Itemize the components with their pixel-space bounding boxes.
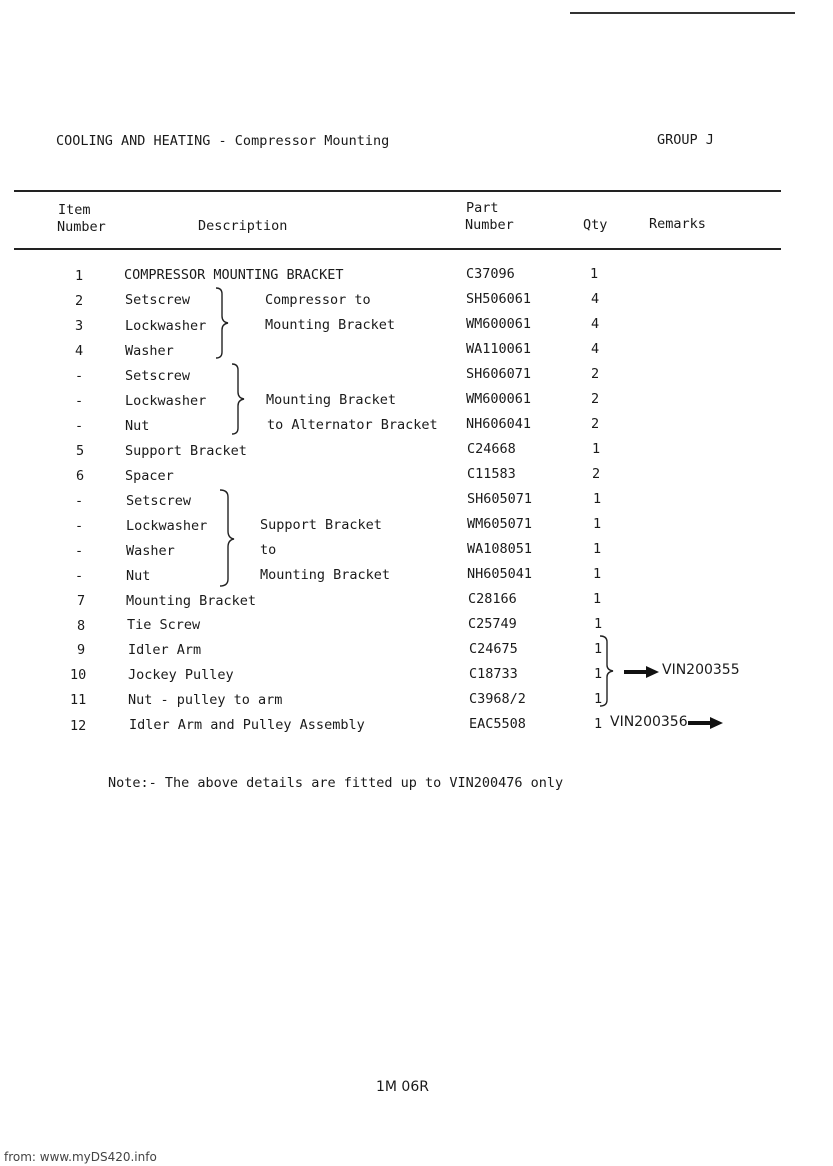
item-description: Lockwasher — [126, 518, 208, 534]
part-number: WM600061 — [466, 316, 532, 332]
item-number: 9 — [77, 642, 86, 658]
qty: 2 — [591, 391, 600, 407]
item-description: Lockwasher — [125, 318, 207, 334]
item-number: - — [75, 543, 84, 559]
item-description: Jockey Pulley — [128, 667, 234, 683]
part-number: C3968/2 — [469, 691, 526, 707]
item-number: - — [75, 368, 84, 384]
group-brace — [228, 362, 248, 436]
part-number: WA110061 — [466, 341, 532, 357]
part-number: SH506061 — [466, 291, 532, 307]
part-number: C25749 — [468, 616, 517, 632]
item-description: Washer — [125, 343, 174, 359]
qty: 1 — [592, 441, 601, 457]
item-description: Idler Arm — [128, 642, 202, 658]
qty: 1 — [594, 616, 603, 632]
item-number: 1 — [75, 268, 84, 284]
item-number: 8 — [77, 618, 86, 634]
qty: 1 — [590, 266, 599, 282]
item-description: Tie Screw — [127, 617, 201, 633]
item-number: 5 — [76, 443, 85, 459]
col-item-label-2: Number — [57, 219, 106, 235]
part-number: NH605041 — [467, 566, 533, 582]
part-number: C11583 — [467, 466, 516, 482]
qty: 1 — [594, 691, 603, 707]
part-number: WM600061 — [466, 391, 532, 407]
item-number: 2 — [75, 293, 84, 309]
group-note-line: Support Bracket — [260, 517, 382, 533]
group-brace — [216, 488, 238, 588]
part-number: WM605071 — [467, 516, 533, 532]
source-footer: from: www.myDS420.info — [4, 1150, 157, 1164]
part-number: C37096 — [466, 266, 515, 282]
qty: 2 — [592, 466, 601, 482]
part-number: C24675 — [469, 641, 518, 657]
arrow-right-icon — [624, 665, 660, 679]
item-description: Nut — [125, 418, 150, 434]
item-description: Idler Arm and Pulley Assembly — [129, 717, 365, 733]
item-description: Lockwasher — [125, 393, 207, 409]
header-bottom-rule — [14, 248, 781, 250]
page-code: 1M 06R — [376, 1079, 429, 1095]
top-edge-line — [570, 12, 795, 14]
qty: 1 — [593, 541, 602, 557]
group-brace — [212, 286, 232, 360]
remark-vin-upto: VIN200355 — [662, 662, 740, 678]
group-note-line: to — [260, 542, 277, 558]
col-item-label-1: Item — [58, 202, 91, 218]
item-number: - — [75, 493, 84, 509]
group-note-line: to Alternator Bracket — [267, 417, 438, 433]
qty: 1 — [594, 716, 603, 732]
remarks-brace — [596, 634, 620, 708]
qty: 2 — [591, 366, 600, 382]
qty: 1 — [593, 591, 602, 607]
item-number: 6 — [76, 468, 85, 484]
part-number: EAC5508 — [469, 716, 526, 732]
qty: 4 — [591, 316, 600, 332]
col-part-label-2: Number — [465, 217, 514, 233]
col-part-label-1: Part — [466, 200, 499, 216]
footnote: Note:- The above details are fitted up to VIN200476 only — [108, 775, 564, 791]
group-note-line: Mounting Bracket — [265, 317, 396, 333]
item-description: Mounting Bracket — [126, 593, 257, 609]
item-description: Washer — [126, 543, 175, 559]
col-qty-label: Qty — [583, 217, 608, 233]
item-number: 12 — [70, 718, 87, 734]
item-number: 4 — [75, 343, 84, 359]
item-number: 10 — [70, 667, 87, 683]
part-number: SH605071 — [467, 491, 533, 507]
item-description: Setscrew — [125, 292, 191, 308]
item-number: 3 — [75, 318, 84, 334]
arrow-right-icon — [688, 716, 724, 730]
qty: 1 — [593, 516, 602, 532]
col-remarks-label: Remarks — [649, 216, 706, 232]
group-label: GROUP J — [657, 132, 714, 148]
item-description: Support Bracket — [125, 443, 247, 459]
item-description: Setscrew — [126, 493, 192, 509]
item-number: - — [75, 518, 84, 534]
item-number: 11 — [70, 692, 87, 708]
header-top-rule — [14, 190, 781, 192]
item-number: 7 — [77, 593, 86, 609]
col-description-label: Description — [198, 218, 288, 234]
part-number: C24668 — [467, 441, 516, 457]
qty: 1 — [594, 666, 603, 682]
item-number: - — [75, 418, 84, 434]
group-note-line: Mounting Bracket — [260, 567, 391, 583]
qty: 2 — [591, 416, 600, 432]
part-number: NH606041 — [466, 416, 532, 432]
group-note-line: Mounting Bracket — [266, 392, 397, 408]
part-number: C18733 — [469, 666, 518, 682]
item-description: COMPRESSOR MOUNTING BRACKET — [124, 267, 344, 283]
page-title: COOLING AND HEATING - Compressor Mounting — [56, 133, 390, 149]
qty: 1 — [593, 566, 602, 582]
qty: 4 — [591, 291, 600, 307]
qty: 1 — [593, 491, 602, 507]
item-description: Spacer — [125, 468, 174, 484]
group-note-line: Compressor to — [265, 292, 371, 308]
part-number: WA108051 — [467, 541, 533, 557]
item-number: - — [75, 393, 84, 409]
qty: 1 — [594, 641, 603, 657]
item-number: - — [75, 568, 84, 584]
item-description: Setscrew — [125, 368, 191, 384]
item-description: Nut — [126, 568, 151, 584]
item-description: Nut - pulley to arm — [128, 692, 283, 708]
part-number: C28166 — [468, 591, 517, 607]
part-number: SH606071 — [466, 366, 532, 382]
remark-vin-from: VIN200356 — [610, 714, 688, 730]
qty: 4 — [591, 341, 600, 357]
